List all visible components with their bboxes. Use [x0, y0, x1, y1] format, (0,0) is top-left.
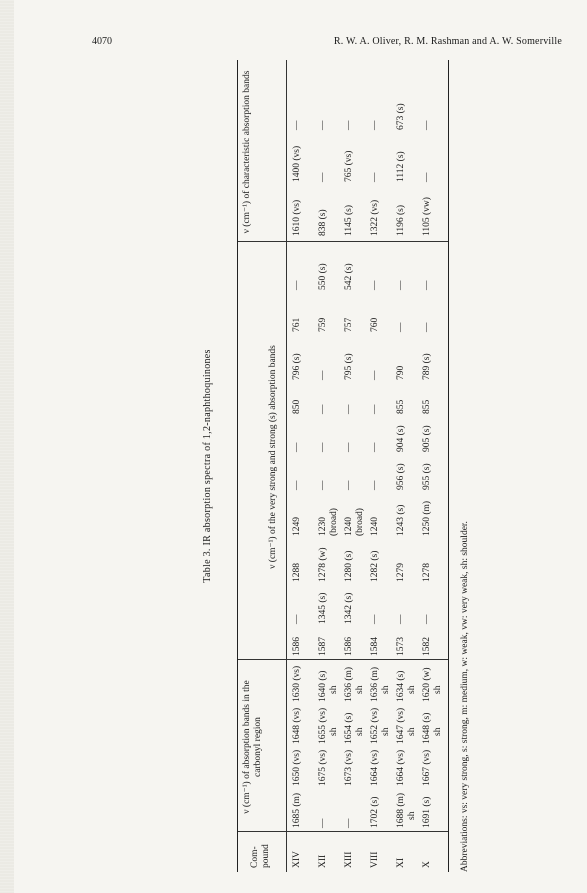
table-row [318, 60, 344, 872]
carbonyl-cell: 1675 (vs) [318, 749, 328, 786]
header-vs-s: ν (cm⁻¹) of the very strong and strong (s) absorption bands [268, 345, 278, 569]
vs-band-cell: 1250 (m) [422, 500, 432, 536]
carbonyl-cell: 1650 (vs) [292, 749, 302, 786]
carbonyl-cell: 1636 (m) [370, 666, 380, 702]
band-note: (broad) [355, 508, 365, 536]
vs-band-cell: 850 [292, 399, 302, 414]
shoulder-note: sh [433, 727, 443, 736]
carbonyl-cell: 1648 (s) [422, 712, 432, 744]
vs-band-cell: — [370, 280, 380, 290]
vs-band-cell: — [370, 370, 380, 380]
vs-band-cell: — [396, 614, 406, 624]
characteristic-cell: 1105 (vw) [422, 197, 432, 236]
vs-band-cell: 905 (s) [422, 425, 432, 452]
vs-band-cell: 855 [422, 399, 432, 414]
table-row [396, 60, 422, 872]
header-characteristic: ν (cm⁻¹) of characteristic absorption bands [242, 70, 252, 234]
shoulder-note: sh [355, 727, 365, 736]
characteristic-cell: — [422, 120, 432, 130]
vs-band-cell: — [292, 442, 302, 452]
vs-band-cell: — [396, 322, 406, 332]
carbonyl-cell: 1636 (m) [344, 666, 354, 702]
vs-band-cell: — [370, 480, 380, 490]
shoulder-note: sh [329, 685, 339, 694]
vs-band-cell: — [422, 322, 432, 332]
vs-band-cell: 1282 (s) [370, 550, 380, 582]
vs-band-cell: — [344, 480, 354, 490]
vs-band-cell: 1288 [292, 563, 302, 582]
table-caption: Table 3. IR absorption spectra of 1,2-naphthoquinones [202, 349, 213, 583]
carbonyl-cell: 1654 (s) [344, 712, 354, 744]
table-row [370, 60, 396, 872]
shoulder-note: sh [407, 727, 417, 736]
vs-band-cell: 1573 [396, 637, 406, 656]
carbonyl-cell: 1630 (vs) [292, 665, 302, 702]
vs-band-cell: 550 (s) [318, 263, 328, 290]
carbonyl-cell: 1648 (vs) [292, 707, 302, 744]
vs-band-cell: 790 [396, 365, 406, 380]
compound-cell: XI [396, 857, 406, 868]
vs-band-cell: 1249 [292, 517, 302, 536]
shoulder-note: sh [381, 727, 391, 736]
header-compound: Com- pound [250, 844, 271, 868]
characteristic-cell: — [370, 120, 380, 130]
carbonyl-cell: 1702 (s) [370, 796, 380, 828]
carbonyl-cell: 1691 (s) [422, 796, 432, 828]
vs-band-cell: 955 (s) [422, 463, 432, 490]
shoulder-note: sh [381, 685, 391, 694]
characteristic-cell: — [344, 120, 354, 130]
ir-table [237, 60, 449, 872]
vs-band-cell: 1586 [292, 637, 302, 656]
shoulder-note: sh [329, 727, 339, 736]
characteristic-cell: 1196 (s) [396, 204, 406, 236]
vs-band-cell: 795 (s) [344, 353, 354, 380]
rotated-table-block [32, 60, 532, 872]
carbonyl-cell: 1688 (m) [396, 792, 406, 828]
characteristic-cell: — [318, 172, 328, 182]
author-line: R. W. A. Oliver, R. M. Rashman and A. W. Somerville [333, 36, 562, 47]
characteristic-cell: 838 (s) [318, 209, 328, 236]
characteristic-cell: 673 (s) [396, 103, 406, 130]
header-rule [286, 60, 287, 872]
vs-band-cell: — [292, 280, 302, 290]
vs-band-cell: — [292, 480, 302, 490]
vs-band-cell: 904 (s) [396, 425, 406, 452]
carbonyl-cell: 1634 (s) [396, 670, 406, 702]
table-row [422, 60, 448, 872]
vs-band-cell: 1582 [422, 637, 432, 656]
carbonyl-cell: 1667 (vs) [422, 749, 432, 786]
vs-band-cell: — [318, 480, 328, 490]
running-head [92, 36, 562, 52]
carbonyl-cell: 1652 (vs) [370, 707, 380, 744]
scan-edge-texture [0, 0, 14, 893]
characteristic-cell: — [292, 120, 302, 130]
vs-band-cell: 1342 (s) [344, 592, 354, 624]
vs-band-cell: — [318, 370, 328, 380]
table-row [292, 60, 318, 872]
vs-band-cell: — [292, 614, 302, 624]
characteristic-cell: — [370, 172, 380, 182]
carbonyl-cell: 1685 (m) [292, 792, 302, 828]
vs-band-cell: — [318, 404, 328, 414]
vs-band-cell: 855 [396, 399, 406, 414]
carbonyl-cell: 1655 (vs) [318, 707, 328, 744]
compound-cell: X [422, 861, 432, 868]
vs-band-cell: 760 [370, 317, 380, 332]
carbonyl-cell: — [318, 818, 328, 828]
vs-band-cell: — [318, 442, 328, 452]
vs-band-cell: — [370, 404, 380, 414]
compound-cell: VIII [370, 851, 380, 868]
vs-band-cell: 1240 [370, 517, 380, 536]
vs-band-cell: 757 [344, 317, 354, 332]
carbonyl-cell: 1640 (s) [318, 670, 328, 702]
vs-band-cell: 1240 [344, 517, 354, 536]
carbonyl-cell: — [344, 818, 354, 828]
carbonyl-cell: 1664 (vs) [370, 749, 380, 786]
vs-band-cell: — [396, 280, 406, 290]
vs-band-cell: 1345 (s) [318, 592, 328, 624]
vs-band-cell: 1278 [422, 563, 432, 582]
characteristic-cell: — [422, 172, 432, 182]
vs-band-cell: 1230 [318, 517, 328, 536]
compound-cell: XII [318, 854, 328, 868]
shoulder-note: sh [407, 685, 417, 694]
header-carbonyl: ν (cm⁻¹) of absorption bands in the carbonyl region [242, 680, 263, 814]
characteristic-cell: 765 (vs) [344, 150, 354, 182]
shoulder-note: sh [433, 685, 443, 694]
band-note: (broad) [329, 508, 339, 536]
vs-band-cell: 1586 [344, 637, 354, 656]
compound-cell: XIII [344, 851, 354, 868]
characteristic-cell: 1610 (vs) [292, 199, 302, 236]
vs-band-cell: — [370, 614, 380, 624]
vs-band-cell: 1278 (w) [318, 547, 328, 582]
shoulder-note: sh [407, 811, 417, 820]
vs-band-cell: — [422, 280, 432, 290]
characteristic-cell: 1145 (s) [344, 204, 354, 236]
characteristic-cell: 1322 (vs) [370, 199, 380, 236]
compound-cell: XIV [292, 851, 302, 868]
vs-band-cell: 789 (s) [422, 353, 432, 380]
vs-band-cell: 761 [292, 317, 302, 332]
vs-band-cell: — [370, 442, 380, 452]
vs-band-cell: 1280 (s) [344, 550, 354, 582]
vs-band-cell: — [344, 404, 354, 414]
carbonyl-cell: 1664 (vs) [396, 749, 406, 786]
table-row [344, 60, 370, 872]
vs-band-cell: 1584 [370, 637, 380, 656]
carbonyl-cell: 1647 (vs) [396, 707, 406, 744]
vs-band-cell: 956 (s) [396, 463, 406, 490]
carbonyl-cell: 1673 (vs) [344, 749, 354, 786]
characteristic-cell: 1400 (vs) [292, 145, 302, 182]
vs-band-cell: 1279 [396, 563, 406, 582]
vs-band-cell: — [344, 442, 354, 452]
shoulder-note: sh [355, 685, 365, 694]
characteristic-cell: — [318, 120, 328, 130]
vs-band-cell: 759 [318, 317, 328, 332]
carbonyl-cell: 1620 (w) [422, 667, 432, 702]
characteristic-cell: 1112 (s) [396, 151, 406, 182]
vs-band-cell: 1587 [318, 637, 328, 656]
table-footnote: Abbreviations: vs: very strong, s: strong, m: medium, w: weak, vw: very weak, sh: shoulder. [460, 521, 470, 872]
vs-band-cell: 1243 (s) [396, 504, 406, 536]
page-number: 4070 [92, 36, 112, 47]
vs-band-cell: 796 (s) [292, 353, 302, 380]
vs-band-cell: — [422, 614, 432, 624]
vs-band-cell: 542 (s) [344, 263, 354, 290]
